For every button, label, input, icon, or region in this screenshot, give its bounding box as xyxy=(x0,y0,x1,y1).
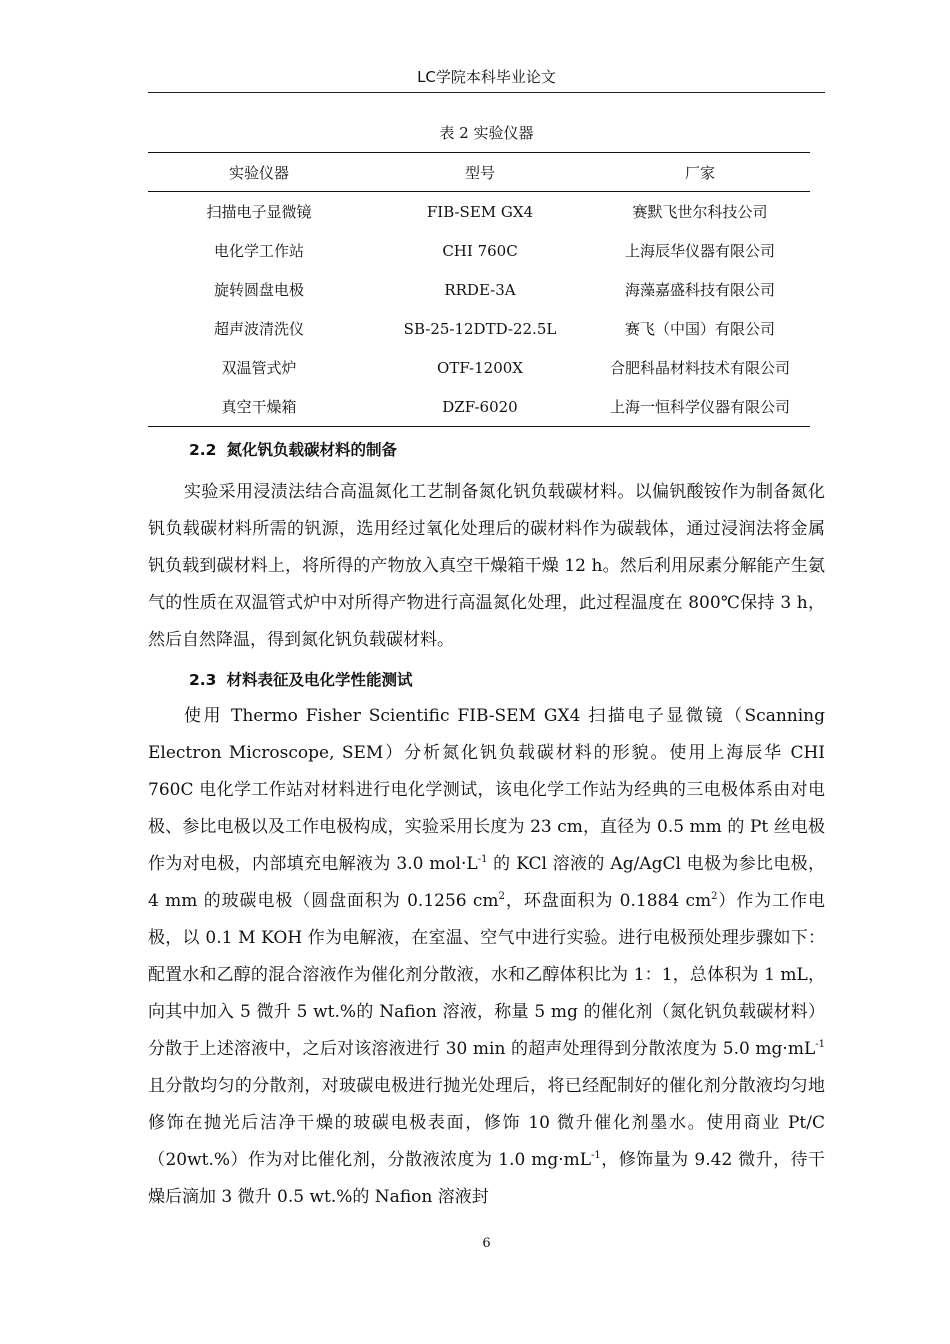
table-cell: 合肥科晶材料技术有限公司 xyxy=(609,359,790,377)
section-number: 2.2 xyxy=(189,441,217,459)
table-cell: 赛默飞世尔科技公司 xyxy=(632,203,768,221)
page-header: LC学院本科毕业论文 xyxy=(417,68,556,86)
table-row xyxy=(148,348,810,387)
paragraph-text: 的 KCl 溶液的 Ag/AgCl 电极为参比电极，4 mm 的玻碳电极（圆盘面积为 0.1256 cm xyxy=(148,854,825,911)
table-row xyxy=(148,231,810,270)
header-rule xyxy=(148,92,825,93)
section-title: 氮化钒负载碳材料的制备 xyxy=(226,441,397,459)
superscript: -1 xyxy=(477,854,488,865)
table-cell: 旋转圆盘电极 xyxy=(213,281,304,299)
paragraph-text: ）作为工作电极，以 0.1 M KOH 作为电解液，在室温、空气中进行实验。进行电极预处理步骤如下：配置水和乙醇的混合溶液作为催化剂分散液，水和乙醇体积比为 1：1，总体积为 1 mL，向其中加入 5 微升 5 wt.%的 Nafion 溶液，称量 5 mg 的催化剂（氮化钒负载碳材料）分散于上述溶液中，之后对该溶液进行 30 min 的超声处理得到分散浓度为 5.0 mg·mL xyxy=(148,891,826,1059)
column-header: 型号 xyxy=(370,153,590,192)
table-cell: 海藻嘉盛科技有限公司 xyxy=(624,281,775,299)
superscript: -1 xyxy=(815,1039,825,1050)
table-cell: 真空干燥箱 xyxy=(148,387,370,427)
table-header-row xyxy=(148,153,810,192)
table-cell: CHI 760C xyxy=(442,241,518,260)
paragraph-text: 使用 Thermo Fisher Scientific FIB-SEM GX4 扫描电子显微镜（Scanning Electron Microscope, SEM）分析氮化钒负载碳材料的形貌。使用上海辰华 CHI 760C 电化学工作站对材料进行电化学测试，该电化学工作站为经典的三电极体系由对电极、参比电极以及工作电极构成，实验采用长度为 23 cm，直径为 0.5 mm 的 Pt 丝电极作为对电极，内部填充电解液为 3.0 mol·L xyxy=(148,706,825,874)
table-cell: FIB-SEM GX4 xyxy=(426,202,534,221)
column-header: 实验仪器 xyxy=(148,153,370,192)
superscript: 2 xyxy=(711,891,718,902)
superscript: -1 xyxy=(591,1150,601,1161)
table-row xyxy=(148,387,810,427)
table-row xyxy=(148,309,810,348)
section-heading-2-3 xyxy=(189,668,412,690)
table-cell: DZF-6020 xyxy=(370,387,590,427)
table-cell: 上海一恒科学仪器有限公司 xyxy=(590,387,810,427)
table-cell: SB-25-12DTD-22.5L xyxy=(403,319,557,338)
paragraph-text: ，修饰量为 9.42 微升，待干燥后滴加 3 微升 0.5 wt.%的 Nafion 溶液封 xyxy=(148,1150,825,1207)
instrument-table xyxy=(148,152,810,427)
paragraph-text: ，环盘面积为 0.1884 cm xyxy=(504,891,712,911)
table-cell: 上海辰华仪器有限公司 xyxy=(624,242,775,260)
section-title: 材料表征及电化学性能测试 xyxy=(226,671,413,689)
table-cell: OTF-1200X xyxy=(437,358,523,377)
column-header: 厂家 xyxy=(590,153,810,192)
table-cell: RRDE-3A xyxy=(444,280,516,299)
table-row xyxy=(148,270,810,309)
superscript: 2 xyxy=(498,891,505,902)
table-cell: 超声波清洗仪 xyxy=(213,320,304,338)
table-cell: 电化学工作站 xyxy=(213,242,304,260)
paragraph-2-2: 实验采用浸渍法结合高温氮化工艺制备氮化钒负载碳材料。以偏钒酸铵作为制备氮化钒负载碳材料所需的钒源，选用经过氧化处理后的碳材料作为碳载体，通过浸润法将金属钒负载到碳材料上，将所得的产物放入真空干燥箱干燥 12 h。然后利用尿素分解能产生氨气的性质在双温管式炉中对所得产物进行高温氮化处理，此过程温度在 800℃保持 3 h，然后自然降温，得到氮化钒负载碳材料。 xyxy=(148,482,825,650)
table-cell: 赛飞（中国）有限公司 xyxy=(624,320,775,338)
section-number: 2.3 xyxy=(189,671,217,689)
page-number: 6 xyxy=(482,1236,491,1251)
table-cell: 扫描电子显微镜 xyxy=(206,203,312,221)
section-heading-2-2 xyxy=(189,438,397,460)
paragraph-text: 且分散均匀的分散剂，对玻碳电极进行抛光处理后，将已经配制好的催化剂分散液均匀地修饰在抛光后洁净干燥的玻碳电极表面，修饰 10 微升催化剂墨水。使用商业 Pt/C（20wt.%）作为对比催化剂，分散液浓度为 1.0 mg·mL xyxy=(148,1076,825,1170)
table-cell: 双温管式炉 xyxy=(221,359,297,377)
table-caption: 表 2 实验仪器 xyxy=(439,124,534,142)
table-row xyxy=(148,192,810,232)
paragraph-2-3 xyxy=(148,698,825,1216)
